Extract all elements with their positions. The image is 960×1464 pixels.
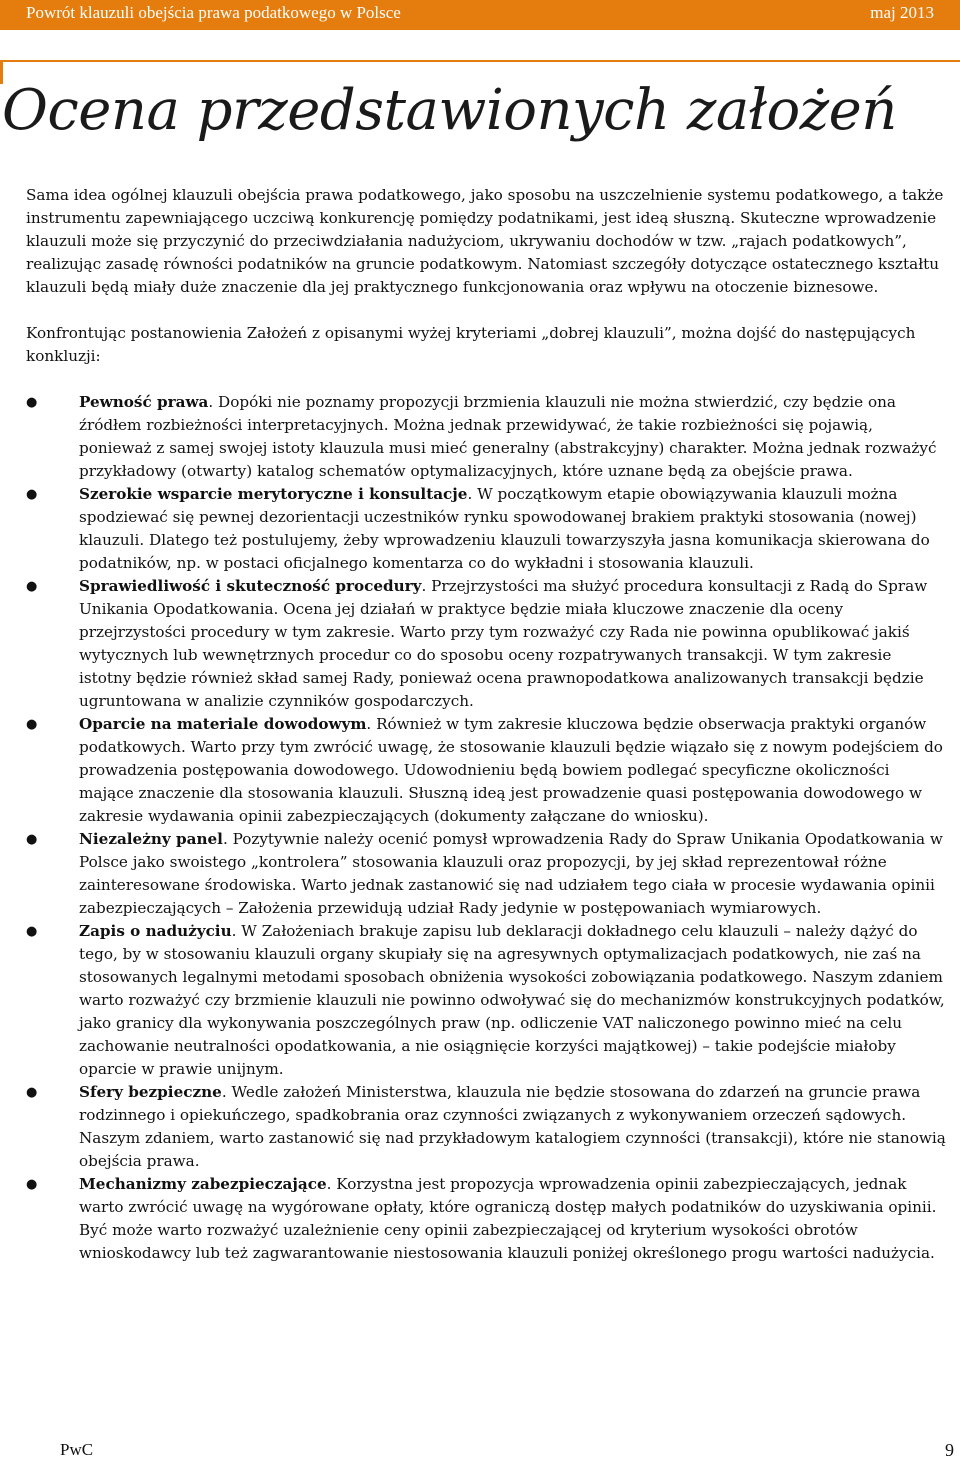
intro-paragraph: Sama idea ogólnej klauzuli obejścia prawa podatkowego, jako sposobu na uszczelnienie systemu podatkowego, a także instrumentu zapewniającego uczciwą konkurencję pomiędzy podatnikami, jest ideą słuszną. Skuteczne wprowadzenie klauzuli może się przyczynić do przeciwdziałania nadużyciom, ukrywaniu dochodów w tzw. „rajach podatkowych”, realizując zasadę równości podatników na gruncie podatkowym. Natomiast szczegóły dotyczące ostatecznego kształtu klauzuli będą miały duże znaczenie dla jej praktycznego funkcjonowania oraz wpływu na otoczenie biznesowe. <box>26 186 944 296</box>
bullet-icon: ● <box>26 832 38 847</box>
lead-in-paragraph: Konfrontując postanowienia Założeń z opisanymi wyżej kryteriami „dobrej klauzuli”, można dojść do następujących konkluzji: <box>26 324 916 365</box>
bullet-icon: ● <box>26 1085 38 1100</box>
list-item <box>26 391 946 483</box>
item-text: . Wedle założeń Ministerstwa, klauzula nie będzie stosowana do zdarzeń na gruncie prawa rodzinnego i opiekuńczego, spadkobrania oraz czynności związanych z wykonywaniem orzeczeń sądowych. Naszym zdaniem, warto zastanowić się nad przykładowym katalogiem czynności (transakcji), które nie stanowią obejścia prawa. <box>79 1083 946 1170</box>
item-text: . Również w tym zakresie kluczowa będzie obserwacja praktyki organów podatkowych. Warto przy tym zwrócić uwagę, że stosowanie klauzuli będzie wiązało się z nowym podejściem do prowadzenia postępowania dowodowego. Udowodnieniu będą bowiem podlegać specyficzne okoliczności mające znaczenie dla stosowania klauzuli. Słuszną ideą jest prowadzenie quasi postępowania dowodowego w zakresie wydawania opinii zabezpieczających (dokumenty załączane do wniosku). <box>79 715 943 825</box>
page-number: 9 <box>945 1440 954 1460</box>
footer-brand: PwC <box>60 1440 94 1459</box>
item-title: Niezależny panel <box>79 830 223 848</box>
item-title: Szerokie wsparcie merytoryczne i konsultacje <box>79 485 468 503</box>
list-item <box>26 1081 946 1173</box>
list-item <box>26 483 946 575</box>
item-title: Pewność prawa <box>79 393 209 411</box>
bullet-icon: ● <box>26 487 38 502</box>
item-title: Zapis o nadużyciu <box>79 922 232 940</box>
item-title: Sfery bezpieczne <box>79 1083 222 1101</box>
item-text: . W początkowym etapie obowiązywania klauzuli można spodziewać się pewnej dezorientacji uczestników rynku spowodowanej brakiem praktyki stosowania (nowej) klauzuli. Dlatego też postulujemy, żeby wprowadzeniu klauzuli towarzyszyła jasna komunikacja skierowana do podatników, np. w postaci oficjalnego komentarza co do wykładni i stosowania klauzuli. <box>79 485 930 572</box>
bullet-icon: ● <box>26 579 38 594</box>
bullet-icon: ● <box>26 717 38 732</box>
list-item <box>26 920 946 1081</box>
header-title: Powrót klauzuli obejścia prawa podatkowego w Polsce <box>26 3 401 22</box>
item-text: . Przejrzystości ma służyć procedura konsultacji z Radą do Spraw Unikania Opodatkowania. Ocena jej działań w praktyce będzie miała kluczowe znaczenie dla oceny przejrzystości procedury w tym zakresie. Warto przy tym rozważyć czy Rada nie powinna opublikować jakiś wytycznych lub wewnętrznych procedur co do sposobu oceny rozpatrywanych transakcji. W tym zakresie istotny będzie również skład samej Rady, ponieważ ocena prawnopodatkowa analizowanych transakcji będzie ugruntowana w analizie czynników gospodarczych. <box>79 577 928 710</box>
section-rule <box>0 60 960 62</box>
running-header <box>0 0 960 30</box>
conclusions-list <box>26 391 946 1265</box>
item-text: . Dopóki nie poznamy propozycji brzmienia klauzuli nie można stwierdzić, czy będzie ona źródłem rozbieżności interpretacyjnych. Można jednak przewidywać, że takie rozbieżności się pojawią, ponieważ z samej swojej istoty klauzula musi mieć generalny (abstrakcyjny) charakter. Można jednak rozważyć przykładowy (otwarty) katalog schematów optymalizacyjnych, które uznane będą za obejście prawa. <box>79 393 937 480</box>
document-body <box>26 184 946 1265</box>
item-title: Sprawiedliwość i skuteczność procedury <box>79 577 422 595</box>
item-text: . Korzystna jest propozycja wprowadzenia opinii zabezpieczających, jednak warto zwrócić uwagę na wygórowane opłaty, które ograniczą dostęp małych podatników do uzyskiwania opinii. Być może warto rozważyć uzależnienie ceny opinii zabezpieczającej od kryterium wysokości obrotów wnioskodawcy lub też zagwarantowanie niestosowania klauzuli poniżej określonego progu wartości nadużycia. <box>79 1175 937 1262</box>
list-item <box>26 575 946 713</box>
list-item <box>26 1173 946 1265</box>
item-text: . Pozytywnie należy ocenić pomysł wprowadzenia Rady do Spraw Unikania Opodatkowania w Polsce jako swoistego „kontrolera” stosowania klauzuli oraz propozycji, by jej skład reprezentował różne zainteresowane środowiska. Warto jednak zastanowić się nad udziałem tego ciała w procesie wydawania opinii zabezpieczających – Założenia przewidują udział Rady jedynie w postępowaniach wymiarowych. <box>79 830 943 917</box>
list-item <box>26 713 946 828</box>
item-title: Oparcie na materiale dowodowym <box>79 715 367 733</box>
item-title: Mechanizmy zabezpieczające <box>79 1175 327 1193</box>
item-text: . W Założeniach brakuje zapisu lub deklaracji dokładnego celu klauzuli – należy dążyć do tego, by w stosowaniu klauzuli organy skupiały się na agresywnych optymalizacjach podatkowych, nie zaś na stosowanych legalnymi metodami sposobach obniżenia wysokości zobowiązania podatkowego. Naszym zdaniem warto rozważyć czy brzmienie klauzuli nie powinno odwoływać się do mechanizmów konstrukcyjnych podatków, jako granicy dla wykonywania poszczególnych praw (np. odliczenie VAT naliczonego powinno mieć na celu zachowanie neutralności opodatkowania, a nie osiągnięcie korzyści majątkowej) – takie podejście miałoby oparcie w prawie unijnym. <box>79 922 945 1078</box>
header-date: maj 2013 <box>870 3 934 22</box>
section-heading: Ocena przedstawionych założeń <box>2 78 897 143</box>
bullet-icon: ● <box>26 395 38 410</box>
bullet-icon: ● <box>26 1177 38 1192</box>
bullet-icon: ● <box>26 924 38 939</box>
list-item <box>26 828 946 920</box>
